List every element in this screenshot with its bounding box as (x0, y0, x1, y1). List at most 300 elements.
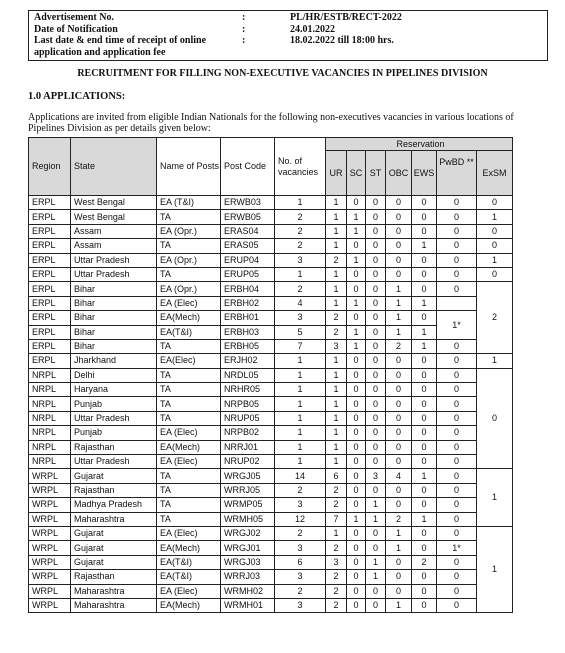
cell-obc: 2 (386, 339, 412, 353)
cell-obc: 1 (386, 598, 412, 612)
table-row (29, 584, 513, 598)
cell-ews: 0 (412, 267, 437, 281)
cell-post-code: ERWB05 (221, 210, 275, 224)
cell-sc: 1 (347, 339, 366, 353)
cell-ur: 1 (326, 296, 347, 310)
cell-obc: 1 (386, 526, 412, 540)
cell-ur: 1 (326, 526, 347, 540)
cell-ur: 1 (326, 397, 347, 411)
cell-sc: 0 (347, 541, 366, 555)
cell-ur: 1 (326, 224, 347, 238)
cell-st: 0 (366, 253, 386, 267)
cell-state: Uttar Pradesh (71, 455, 157, 469)
cell-state: Maharashtra (71, 598, 157, 612)
cell-sc: 1 (347, 296, 366, 310)
cell-post-name: TA (157, 512, 221, 526)
cell-sc: 1 (347, 253, 366, 267)
cell-ews: 0 (412, 383, 437, 397)
col-header-obc: OBC (386, 151, 412, 196)
cell-exsm: 0 (477, 239, 513, 253)
cell-exsm: 2 (477, 282, 513, 354)
cell-region: NRPL (29, 455, 71, 469)
cell-state: Rajasthan (71, 483, 157, 497)
cell-post-name: EA (Elec) (157, 296, 221, 310)
cell-ur: 1 (326, 455, 347, 469)
header-row-reservation (29, 138, 513, 151)
cell-post-code: WRMH02 (221, 584, 275, 598)
cell-state: Gujarat (71, 541, 157, 555)
cell-obc: 0 (386, 397, 412, 411)
cell-region: NRPL (29, 368, 71, 382)
cell-post-name: TA (157, 411, 221, 425)
cell-ur: 2 (326, 570, 347, 584)
cell-obc: 0 (386, 196, 412, 210)
cell-obc: 2 (386, 512, 412, 526)
cell-post-code: NRUP05 (221, 411, 275, 425)
cell-pwbd: 0 (437, 267, 477, 281)
table-row (29, 339, 513, 353)
cell-exsm: 0 (477, 368, 513, 469)
cell-st: 0 (366, 440, 386, 454)
section-heading: 1.0 APPLICATIONS: (28, 91, 126, 102)
cell-vacancies: 1 (275, 440, 326, 454)
cell-state: Haryana (71, 383, 157, 397)
cell-vacancies: 2 (275, 282, 326, 296)
cell-post-name: EA (Opr.) (157, 253, 221, 267)
cell-ews: 0 (412, 498, 437, 512)
cell-sc: 1 (347, 325, 366, 339)
cell-pwbd: 0 (437, 282, 477, 296)
cell-region: ERPL (29, 354, 71, 368)
cell-post-code: WRGJ02 (221, 526, 275, 540)
cell-ews: 0 (412, 426, 437, 440)
cell-pwbd: 0 (437, 426, 477, 440)
cell-pwbd: 0 (437, 239, 477, 253)
table-row (29, 267, 513, 281)
cell-ur: 1 (326, 368, 347, 382)
cell-region: WRPL (29, 469, 71, 483)
table-row (29, 526, 513, 540)
cell-ews: 0 (412, 455, 437, 469)
cell-region: ERPL (29, 196, 71, 210)
cell-st: 0 (366, 598, 386, 612)
cell-st: 1 (366, 512, 386, 526)
advertisement-number-value: PL/HR/ESTB/RECT-2022 (290, 12, 402, 23)
cell-ur: 2 (326, 311, 347, 325)
cell-post-name: TA (157, 239, 221, 253)
cell-region: WRPL (29, 555, 71, 569)
cell-obc: 1 (386, 296, 412, 310)
cell-obc: 0 (386, 411, 412, 425)
cell-pwbd: 0 (437, 224, 477, 238)
cell-sc: 0 (347, 526, 366, 540)
cell-post-code: WRGJ05 (221, 469, 275, 483)
cell-ur: 7 (326, 512, 347, 526)
cell-vacancies: 1 (275, 267, 326, 281)
cell-obc: 0 (386, 426, 412, 440)
cell-region: ERPL (29, 282, 71, 296)
cell-post-name: EA (Elec) (157, 426, 221, 440)
cell-vacancies: 3 (275, 253, 326, 267)
cell-sc: 0 (347, 455, 366, 469)
cell-st: 0 (366, 196, 386, 210)
cell-ur: 1 (326, 210, 347, 224)
col-header-st: ST (366, 151, 386, 196)
cell-pwbd: 0 (437, 253, 477, 267)
page-title: RECRUITMENT FOR FILLING NON-EXECUTIVE VACANCIES IN PIPELINES DIVISION (77, 68, 488, 79)
cell-exsm: 1 (477, 526, 513, 612)
col-header-state: State (71, 138, 157, 196)
cell-post-name: TA (157, 483, 221, 497)
cell-state: Rajasthan (71, 440, 157, 454)
cell-pwbd: 0 (437, 368, 477, 382)
cell-pwbd: 0 (437, 397, 477, 411)
cell-pwbd: 0 (437, 354, 477, 368)
cell-post-name: TA (157, 397, 221, 411)
col-header-region: Region (29, 138, 71, 196)
last-date-label: Last date & end time of receipt of online (34, 35, 207, 46)
cell-ews: 1 (412, 239, 437, 253)
cell-sc: 0 (347, 354, 366, 368)
cell-sc: 0 (347, 267, 366, 281)
cell-ur: 1 (326, 411, 347, 425)
cell-ews: 1 (412, 296, 437, 310)
cell-ews: 0 (412, 584, 437, 598)
cell-post-name: EA(T&I) (157, 325, 221, 339)
cell-region: ERPL (29, 267, 71, 281)
table-row (29, 598, 513, 612)
col-header-posts: Name of Posts (157, 138, 221, 196)
cell-obc: 0 (386, 239, 412, 253)
cell-obc: 1 (386, 282, 412, 296)
cell-sc: 0 (347, 368, 366, 382)
cell-ews: 0 (412, 210, 437, 224)
cell-ews: 0 (412, 570, 437, 584)
cell-exsm: 1 (477, 253, 513, 267)
cell-pwbd: 0 (437, 339, 477, 353)
cell-state: Maharashtra (71, 512, 157, 526)
cell-post-code: ERBH05 (221, 339, 275, 353)
cell-region: NRPL (29, 426, 71, 440)
cell-st: 0 (366, 541, 386, 555)
cell-ews: 0 (412, 483, 437, 497)
table-row (29, 311, 513, 325)
cell-ur: 2 (326, 598, 347, 612)
cell-ews: 0 (412, 311, 437, 325)
cell-sc: 1 (347, 224, 366, 238)
cell-vacancies: 2 (275, 210, 326, 224)
cell-st: 0 (366, 282, 386, 296)
cell-exsm: 1 (477, 469, 513, 527)
cell-ews: 1 (412, 469, 437, 483)
cell-st: 0 (366, 210, 386, 224)
cell-obc: 0 (386, 584, 412, 598)
col-header-ur: UR (326, 151, 347, 196)
table-row (29, 440, 513, 454)
table-row (29, 541, 513, 555)
table-row (29, 368, 513, 382)
cell-post-name: TA (157, 368, 221, 382)
cell-obc: 0 (386, 498, 412, 512)
cell-post-name: EA (Opr.) (157, 282, 221, 296)
cell-post-name: EA(T&I) (157, 570, 221, 584)
cell-pwbd: 0 (437, 483, 477, 497)
cell-vacancies: 1 (275, 455, 326, 469)
cell-post-code: WRRJ03 (221, 570, 275, 584)
cell-post-code: NRRJ01 (221, 440, 275, 454)
cell-vacancies: 2 (275, 224, 326, 238)
cell-ur: 3 (326, 339, 347, 353)
cell-post-code: ERBH03 (221, 325, 275, 339)
cell-obc: 0 (386, 483, 412, 497)
col-header-sc: SC (347, 151, 366, 196)
cell-ews: 0 (412, 526, 437, 540)
cell-obc: 0 (386, 210, 412, 224)
cell-vacancies: 6 (275, 555, 326, 569)
table-row (29, 282, 513, 296)
cell-ur: 1 (326, 282, 347, 296)
cell-vacancies: 2 (275, 526, 326, 540)
table-row (29, 555, 513, 569)
table-row (29, 411, 513, 425)
cell-sc: 0 (347, 411, 366, 425)
cell-state: Gujarat (71, 469, 157, 483)
cell-post-code: ERUP04 (221, 253, 275, 267)
notification-date-label: Date of Notification (34, 23, 118, 35)
cell-obc: 0 (386, 570, 412, 584)
cell-ur: 2 (326, 483, 347, 497)
cell-exsm: 1 (477, 210, 513, 224)
last-date-row (34, 35, 542, 47)
cell-post-code: WRGJ03 (221, 555, 275, 569)
cell-state: Maharashtra (71, 584, 157, 598)
cell-ews: 0 (412, 397, 437, 411)
cell-vacancies: 3 (275, 498, 326, 512)
cell-pwbd: 0 (437, 440, 477, 454)
col-header-pwbd: PwBD ** (437, 151, 477, 196)
cell-post-name: TA (157, 267, 221, 281)
table-row (29, 239, 513, 253)
cell-region: ERPL (29, 253, 71, 267)
cell-st: 0 (366, 224, 386, 238)
cell-post-name: EA(Mech) (157, 440, 221, 454)
cell-post-code: ERAS04 (221, 224, 275, 238)
cell-region: WRPL (29, 498, 71, 512)
cell-state: Punjab (71, 397, 157, 411)
cell-state: Bihar (71, 339, 157, 353)
cell-sc: 0 (347, 598, 366, 612)
table-row (29, 296, 513, 310)
cell-obc: 1 (386, 541, 412, 555)
cell-pwbd: 0 (437, 555, 477, 569)
cell-state: West Bengal (71, 196, 157, 210)
cell-ews: 1 (412, 512, 437, 526)
cell-ur: 6 (326, 469, 347, 483)
cell-obc: 0 (386, 253, 412, 267)
cell-post-code: NRDL05 (221, 368, 275, 382)
cell-region: ERPL (29, 224, 71, 238)
cell-pwbd: 0 (437, 512, 477, 526)
cell-post-name: TA (157, 498, 221, 512)
cell-obc: 0 (386, 455, 412, 469)
cell-sc: 0 (347, 196, 366, 210)
cell-st: 0 (366, 267, 386, 281)
cell-obc: 4 (386, 469, 412, 483)
cell-ews: 0 (412, 253, 437, 267)
cell-state: Gujarat (71, 526, 157, 540)
cell-ur: 2 (326, 541, 347, 555)
col-header-vacancies: No. of vacancies (275, 138, 326, 196)
cell-ews: 0 (412, 598, 437, 612)
cell-region: NRPL (29, 383, 71, 397)
cell-vacancies: 3 (275, 598, 326, 612)
cell-post-code: NRUP02 (221, 455, 275, 469)
cell-post-name: EA (Elec) (157, 584, 221, 598)
cell-sc: 1 (347, 210, 366, 224)
cell-post-code: NRPB05 (221, 397, 275, 411)
cell-post-name: TA (157, 383, 221, 397)
cell-st: 0 (366, 383, 386, 397)
cell-exsm: 0 (477, 224, 513, 238)
cell-post-name: TA (157, 210, 221, 224)
cell-pwbd: 0 (437, 498, 477, 512)
cell-sc: 0 (347, 555, 366, 569)
cell-sc: 0 (347, 440, 366, 454)
cell-state: Bihar (71, 325, 157, 339)
cell-ur: 1 (326, 440, 347, 454)
cell-ews: 1 (412, 339, 437, 353)
cell-ews: 0 (412, 541, 437, 555)
cell-vacancies: 12 (275, 512, 326, 526)
cell-ur: 2 (326, 253, 347, 267)
cell-state: Bihar (71, 296, 157, 310)
cell-ews: 0 (412, 282, 437, 296)
cell-region: ERPL (29, 239, 71, 253)
cell-pwbd: 1* (437, 541, 477, 555)
cell-sc: 0 (347, 383, 366, 397)
cell-ur: 1 (326, 426, 347, 440)
cell-state: Uttar Pradesh (71, 411, 157, 425)
cell-pwbd: 0 (437, 383, 477, 397)
cell-sc: 0 (347, 239, 366, 253)
cell-post-name: EA (T&I) (157, 196, 221, 210)
cell-obc: 0 (386, 383, 412, 397)
col-header-post-code: Post Code (221, 138, 275, 196)
cell-region: WRPL (29, 570, 71, 584)
table-row (29, 397, 513, 411)
cell-state: Bihar (71, 282, 157, 296)
cell-obc: 0 (386, 368, 412, 382)
last-date-label-continued: application and application fee (34, 46, 166, 58)
cell-state: Delhi (71, 368, 157, 382)
cell-vacancies: 1 (275, 397, 326, 411)
advertisement-number-row (34, 12, 542, 24)
colon: : (242, 23, 246, 35)
cell-vacancies: 3 (275, 541, 326, 555)
cell-vacancies: 3 (275, 311, 326, 325)
cell-sc: 1 (347, 512, 366, 526)
table-row (29, 210, 513, 224)
cell-region: ERPL (29, 339, 71, 353)
cell-st: 0 (366, 339, 386, 353)
cell-post-code: ERBH01 (221, 311, 275, 325)
cell-ews: 0 (412, 354, 437, 368)
cell-pwbd: 0 (437, 584, 477, 598)
cell-ur: 1 (326, 383, 347, 397)
cell-region: WRPL (29, 512, 71, 526)
cell-post-code: ERAS05 (221, 239, 275, 253)
cell-pwbd: 0 (437, 598, 477, 612)
cell-region: WRPL (29, 541, 71, 555)
cell-ur: 1 (326, 239, 347, 253)
advertisement-number-label: Advertisement No. (34, 12, 114, 23)
col-header-exsm: ExSM (477, 151, 513, 196)
cell-st: 0 (366, 354, 386, 368)
notification-date-row (34, 24, 542, 36)
cell-state: Punjab (71, 426, 157, 440)
cell-obc: 0 (386, 224, 412, 238)
cell-obc: 1 (386, 311, 412, 325)
cell-st: 0 (366, 397, 386, 411)
cell-st: 0 (366, 311, 386, 325)
cell-post-code: WRGJ01 (221, 541, 275, 555)
cell-st: 0 (366, 584, 386, 598)
cell-pwbd: 0 (437, 196, 477, 210)
cell-region: ERPL (29, 311, 71, 325)
cell-state: Madhya Pradesh (71, 498, 157, 512)
cell-post-code: WRMH01 (221, 598, 275, 612)
cell-vacancies: 5 (275, 325, 326, 339)
cell-region: WRPL (29, 584, 71, 598)
table-row (29, 570, 513, 584)
cell-state: Assam (71, 239, 157, 253)
cell-post-name: EA(Mech) (157, 598, 221, 612)
table-row (29, 512, 513, 526)
cell-st: 0 (366, 526, 386, 540)
cell-vacancies: 1 (275, 196, 326, 210)
cell-ur: 2 (326, 498, 347, 512)
cell-ur: 2 (326, 584, 347, 598)
last-date-value: 18.02.2022 till 18:00 hrs. (290, 35, 394, 46)
cell-vacancies: 14 (275, 469, 326, 483)
cell-ur: 1 (326, 354, 347, 368)
col-header-ews: EWS (412, 151, 437, 196)
last-date-row-continued (34, 47, 542, 59)
cell-post-code: NRHR05 (221, 383, 275, 397)
cell-pwbd: 0 (437, 210, 477, 224)
cell-vacancies: 3 (275, 570, 326, 584)
cell-sc: 0 (347, 282, 366, 296)
cell-sc: 0 (347, 397, 366, 411)
cell-post-code: WRRJ05 (221, 483, 275, 497)
vacancy-table (28, 137, 513, 613)
table-row (29, 455, 513, 469)
cell-vacancies: 1 (275, 383, 326, 397)
cell-region: ERPL (29, 325, 71, 339)
cell-st: 0 (366, 325, 386, 339)
cell-post-name: EA(Mech) (157, 541, 221, 555)
cell-st: 0 (366, 296, 386, 310)
cell-post-code: WRMP05 (221, 498, 275, 512)
cell-vacancies: 2 (275, 483, 326, 497)
table-row (29, 354, 513, 368)
cell-exsm: 0 (477, 267, 513, 281)
cell-state: Uttar Pradesh (71, 267, 157, 281)
cell-pwbd: 0 (437, 455, 477, 469)
cell-ur: 1 (326, 267, 347, 281)
cell-st: 1 (366, 570, 386, 584)
cell-post-name: EA (Opr.) (157, 224, 221, 238)
